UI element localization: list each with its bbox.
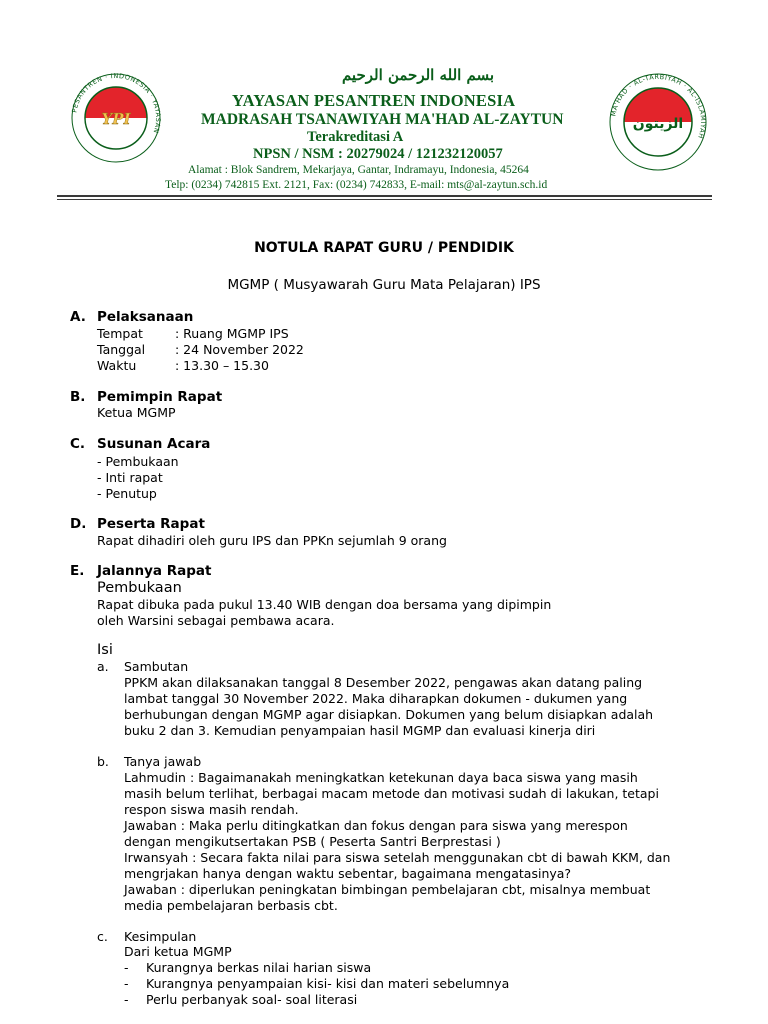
item-c-letter: c. bbox=[97, 929, 108, 944]
speech-line: berhubungan dengan MGMP agar disiapkan. Dokumen yang belum disiapkan adalah bbox=[124, 707, 654, 722]
section-e-letter: E. bbox=[70, 563, 85, 579]
conclusion-intro: Dari ketua MGMP bbox=[124, 944, 232, 959]
qa-line: media pembelajaran berbasis cbt. bbox=[124, 898, 338, 913]
item-a-letter: a. bbox=[97, 659, 109, 674]
accreditation: Terakreditasi A bbox=[307, 129, 404, 145]
section-c-letter: C. bbox=[70, 436, 86, 452]
qa-line: Irwansyah : Secara fakta nilai para siswa setelah menggunakan cbt di bawah KKM, dan bbox=[124, 850, 671, 865]
qa-line: dengan mengikutsertakan PSB ( Peserta Santri Berprestasi ) bbox=[124, 834, 501, 849]
conclusion-bullet: Perlu perbanyak soal- soal literasi bbox=[146, 992, 358, 1007]
section-a-letter: A. bbox=[70, 309, 86, 325]
meeting-leader: Ketua MGMP bbox=[97, 405, 176, 420]
item-a-heading: Sambutan bbox=[124, 659, 189, 674]
content-heading: Isi bbox=[97, 642, 113, 658]
ypi-logo-text: YPI bbox=[101, 110, 131, 128]
document-subtitle: MGMP ( Musyawarah Guru Mata Pelajaran) IPS bbox=[227, 277, 541, 293]
section-b-heading: Pemimpin Rapat bbox=[97, 389, 223, 405]
basmala: بسم الله الرحمن الرحيم bbox=[341, 66, 495, 84]
al-zaytun-logo-text: الزيتون bbox=[632, 116, 684, 132]
al-zaytun-logo-ring-text: MA'HAD · AL-TARBIYAH · AL-ISLAMIYAH bbox=[609, 72, 708, 141]
speech-line: lambat tanggal 30 November 2022. Maka diharapkan dokumen - dukumen yang bbox=[124, 691, 628, 706]
school-contact: Telp: (0234) 742815 Ext. 2121, Fax: (0234) 742833, E-mail: mts@al-zaytun.sch.id bbox=[165, 179, 548, 191]
al-zaytun-logo-graphic bbox=[608, 72, 708, 172]
agenda-item: - Penutup bbox=[97, 486, 157, 501]
bullet-dash: - bbox=[124, 992, 129, 1007]
letterhead-rule-thick bbox=[57, 195, 712, 197]
qa-line: Jawaban : Maka perlu ditingkatkan dan fokus dengan para siswa yang merespon bbox=[124, 818, 628, 833]
ypi-logo-graphic bbox=[70, 72, 162, 164]
date-label: Tanggal bbox=[97, 342, 146, 357]
bullet-dash: - bbox=[124, 976, 129, 991]
qa-line: mengrjakan hanya dengan waktu sebentar, bagaimana mengatasinya? bbox=[124, 866, 572, 881]
qa-line: respon siswa masih rendah. bbox=[124, 802, 299, 817]
date-value: : 24 November 2022 bbox=[175, 342, 304, 357]
opening-heading: Pembukaan bbox=[97, 580, 182, 596]
npsn-number: NPSN / NSM : 20279024 / 121232120057 bbox=[253, 146, 503, 162]
opening-line: Rapat dibuka pada pukul 13.40 WIB dengan doa bersama yang dipimpin bbox=[97, 597, 552, 612]
qa-line: Jawaban : diperlukan peningkatan bimbingan pembelajaran cbt, misalnya membuat bbox=[124, 882, 651, 897]
ypi-logo bbox=[70, 72, 162, 168]
speech-line: buku 2 dan 3. Kemudian penyampaian hasil MGMP dan evaluasi kinerja diri bbox=[124, 723, 596, 738]
agenda-item: - Pembukaan bbox=[97, 454, 179, 469]
document-title: NOTULA RAPAT GURU / PENDIDIK bbox=[254, 240, 514, 256]
section-e-heading: Jalannya Rapat bbox=[97, 563, 212, 579]
section-d-heading: Peserta Rapat bbox=[97, 516, 205, 532]
conclusion-bullet: Kurangnya penyampaian kisi- kisi dan materi sebelumnya bbox=[146, 976, 510, 991]
time-label: Waktu bbox=[97, 358, 137, 373]
venue-label: Tempat bbox=[97, 326, 143, 341]
conclusion-bullet: Kurangnya berkas nilai harian siswa bbox=[146, 960, 372, 975]
bullet-dash: - bbox=[124, 960, 129, 975]
item-b-letter: b. bbox=[97, 754, 109, 769]
venue-value: : Ruang MGMP IPS bbox=[175, 326, 289, 341]
speech-line: PPKM akan dilaksanakan tanggal 8 Desember 2022, pengawas akan datang paling bbox=[124, 675, 643, 690]
school-address: Alamat : Blok Sandrem, Mekarjaya, Gantar, Indramayu, Indonesia, 45264 bbox=[188, 164, 529, 176]
participants-text: Rapat dihadiri oleh guru IPS dan PPKn sejumlah 9 orang bbox=[97, 533, 447, 548]
item-c-heading: Kesimpulan bbox=[124, 929, 197, 944]
ypi-logo-ring-text: PESANTREN · INDONESIA · YAYASAN bbox=[70, 72, 162, 135]
opening-line: oleh Warsini sebagai pembawa acara. bbox=[97, 613, 335, 628]
al-zaytun-logo bbox=[608, 72, 708, 176]
school-name: MADRASAH TSANAWIYAH MA'HAD AL-ZAYTUN bbox=[201, 111, 564, 128]
qa-line: Lahmudin : Bagaimanakah meningkatkan ketekunan daya baca siswa yang masih bbox=[124, 770, 638, 785]
section-d-letter: D. bbox=[70, 516, 87, 532]
qa-line: masih belum terlihat, berbagai macam metode dan motivasi sudah di lakukan, tetapi bbox=[124, 786, 659, 801]
section-c-heading: Susunan Acara bbox=[97, 436, 211, 452]
agenda-item: - Inti rapat bbox=[97, 470, 163, 485]
letterhead bbox=[0, 0, 768, 210]
foundation-name: YAYASAN PESANTREN INDONESIA bbox=[232, 91, 516, 110]
letterhead-rule-thin bbox=[57, 199, 712, 200]
section-a-heading: Pelaksanaan bbox=[97, 309, 194, 325]
section-b-letter: B. bbox=[70, 389, 86, 405]
item-b-heading: Tanya jawab bbox=[124, 754, 202, 769]
time-value: : 13.30 – 15.30 bbox=[175, 358, 269, 373]
